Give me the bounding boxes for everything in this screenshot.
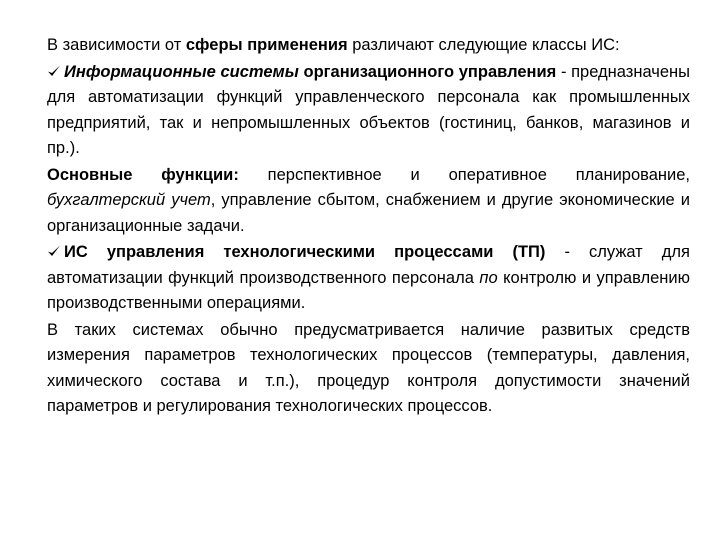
intro-paragraph: [47, 33, 690, 59]
item1-term-suffix: организационного управления: [298, 62, 557, 81]
functions-paragraph: [47, 163, 690, 240]
item1-description: - предназначены для автоматизации функций управленческого персонала как промышленных предприятий, так и непромышленных объектов (гостиниц, банков, магазинов и пр.).: [47, 62, 691, 157]
document-body: [47, 33, 690, 421]
item2-text-2: контролю и управлению производственными операциями.: [47, 268, 690, 312]
functions-text-2: , управление сбытом, снабжением и другие экономические и организационные задачи.: [47, 191, 690, 235]
checkmark-icon: [47, 244, 61, 258]
bullet-item-process-control-is: [47, 240, 690, 317]
item2-italic-word: по: [479, 268, 498, 287]
item1-term: Информационные системы: [64, 62, 299, 81]
closing-paragraph: [47, 318, 690, 420]
closing-text: В таких системах обычно предусматривается наличие развитых средств измерения параметров технологических процессов (температуры, давления, химического состава и т.п.), процедур контроля допустимости значений параметров и регулирования технологических процессов.: [47, 320, 690, 415]
functions-text-1: перспективное и оперативное планирование,: [238, 165, 691, 184]
functions-heading: Основные функции:: [47, 165, 239, 184]
intro-lead: В зависимости от: [47, 36, 186, 54]
checkmark-icon: [47, 64, 61, 78]
item2-term: ИС управления технологическими процессами (ТП): [64, 243, 546, 261]
intro-bold-term: сферы применения: [185, 36, 348, 54]
intro-rest: различают следующие классы ИС:: [347, 36, 620, 54]
functions-italic-term: бухгалтерский учет: [47, 191, 211, 209]
bullet-item-organizational-is: [47, 60, 690, 162]
item2-text-1: - служат для автоматизации функций производственного персонала: [47, 243, 690, 287]
